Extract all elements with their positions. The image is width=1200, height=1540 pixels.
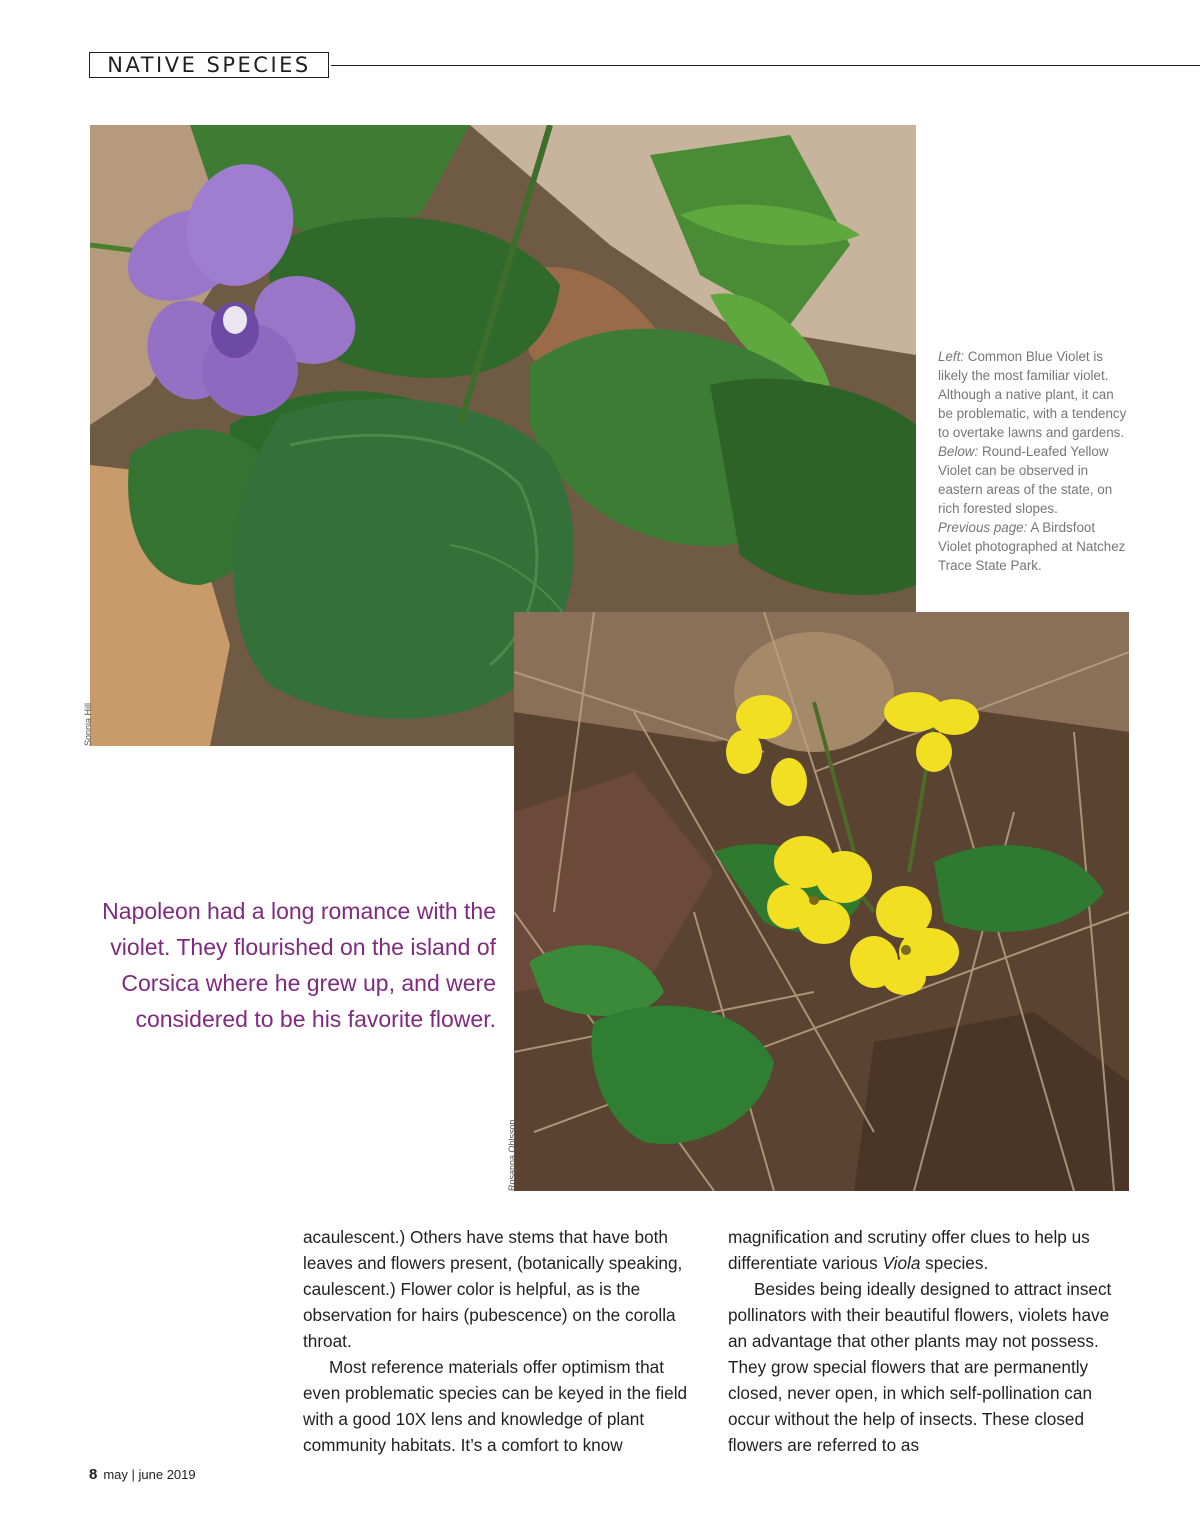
caption-label-below: Below: [938,444,979,459]
header-rule [331,65,1200,66]
text-run: species. [920,1253,989,1273]
body-column-1 [303,1224,703,1458]
yellow-violet-photo [514,612,1129,1191]
page-number: 8 [89,1466,98,1483]
photo-credit-yellow: Rosanna Ohlsson [507,1119,517,1191]
body-column-2 [728,1224,1128,1458]
caption-text-previous: A Birdsfoot Violet photographed at Natchez Trace State Park. [938,520,1126,573]
paragraph: acaulescent.) Others have stems that have both leaves and flowers present, (botanically speaking, caulescent.) Flower color is helpful, as is the observation for hairs (pubescence) on the corolla throat. [303,1227,683,1351]
genus-name: Viola [882,1253,921,1273]
paragraph [728,1224,1128,1276]
paragraph: Most reference materials offer optimism that even problematic species can be keyed in the field with a good 10X lens and knowledge of plant community habitats. It’s a comfort to know [303,1357,688,1455]
page-footer [89,1466,196,1483]
photo-credit-blue: Sonnia Hill [83,702,93,746]
photo-caption [938,347,1128,575]
issue-date: may | june 2019 [103,1467,196,1482]
section-label: NATIVE SPECIES [89,52,329,78]
caption-label-left: Left: [938,349,965,364]
caption-text-below: Round-Leafed Yellow Violet can be observed in eastern areas of the state, on rich forested slopes. [938,444,1113,516]
caption-text-left: Common Blue Violet is likely the most familiar violet. Although a native plant, it can be problematic, with a tendency to overtake lawns and gardens. [938,349,1127,440]
paragraph: Besides being ideally designed to attract insect pollinators with their beautiful flowers, violets have an advantage that other plants may not possess. They grow special flowers that are permanently closed, never open, in which self-pollination can occur without the help of insects. These closed flowers are referred to as [728,1279,1112,1455]
text-run: magnification and scrutiny offer clues to help us differentiate various [728,1227,1090,1273]
pull-quote: Napoleon had a long romance with the violet. They flourished on the island of Corsica where he grew up, and were considered to be his favorite flower. [102,898,496,1032]
caption-label-previous: Previous page: [938,520,1028,535]
